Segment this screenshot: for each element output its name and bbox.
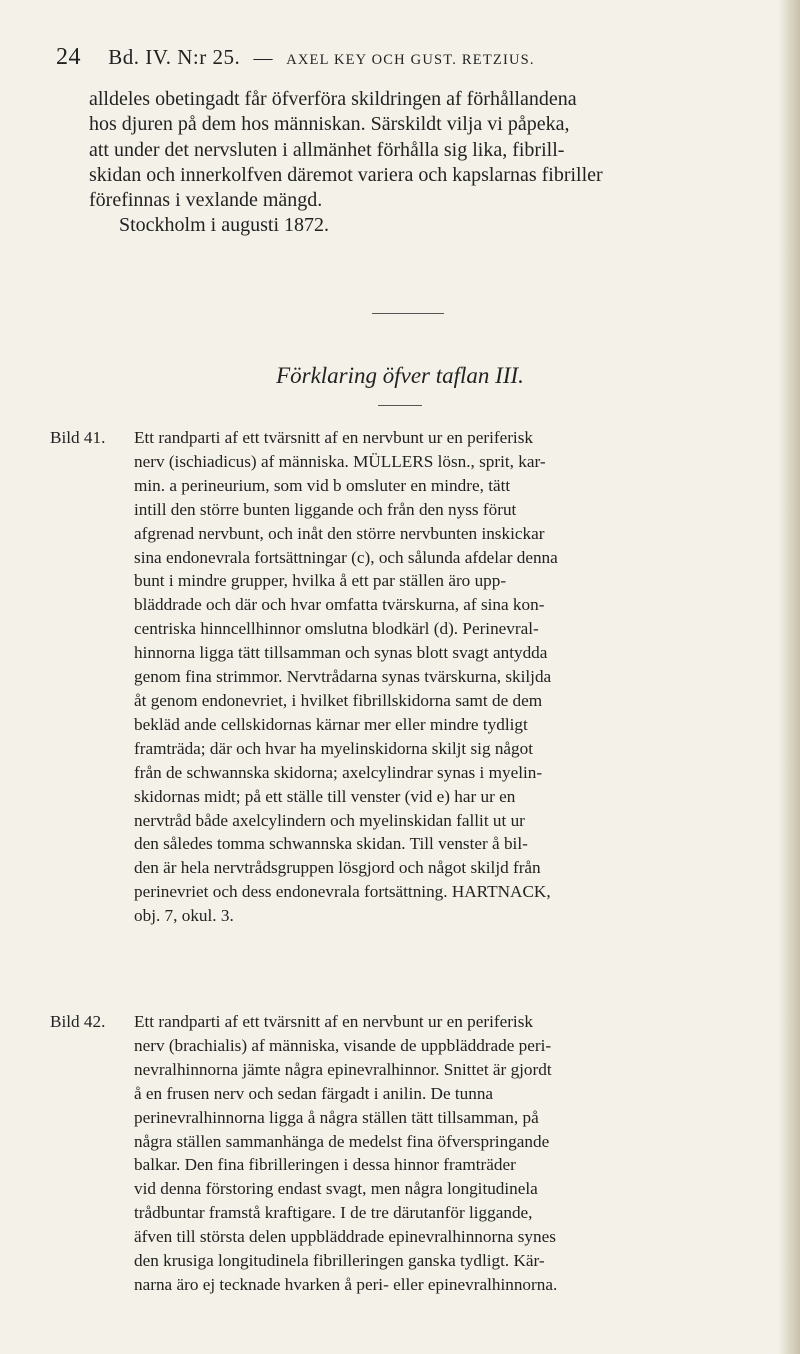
text-line: balkar. Den fina fibrilleringen i dessa hinnor framträder (134, 1155, 516, 1175)
text-line: bekläd ande cellskidornas kärnar mer eller mindre tydligt (134, 714, 528, 734)
figure-label: Bild 41. (50, 428, 106, 447)
text-line: åt genom endonevriet, i hvilket fibrillskidorna samt de dem (134, 690, 543, 710)
text-line: afgrenad nervbunt, och inåt den större nervbunten inskickar (134, 523, 545, 543)
text-line: nervtråd både axelcylindern och myelinskidan fallit ut ur (134, 810, 525, 830)
text-line: nerv (ischiadicus) af människa. MÜLLERS lösn., sprit, kar- (134, 451, 546, 471)
text-line: å en frusen nerv och sedan färgadt i anilin. De tunna (134, 1083, 494, 1103)
figure-description (134, 1010, 774, 1297)
text-line: obj. 7, okul. 3. (134, 906, 234, 926)
heading-underline (378, 405, 422, 406)
page-edge-shadow (778, 0, 800, 1354)
intro-paragraph (89, 87, 761, 239)
page-number: 24 (56, 44, 81, 70)
text-line: intill den större bunten liggande och från den nyss förut (134, 499, 517, 519)
text-line: äfven till största delen uppbläddrade epinevralhinnorna synes (134, 1227, 556, 1247)
plate-heading: Förklaring öfver taflan III. (276, 363, 524, 388)
header-authors: AXEL KEY OCH GUST. RETZIUS. (286, 52, 535, 68)
text-line: alldeles obetingadt får öfverföra skildringen af förhållandena (89, 88, 577, 110)
text-line: vid denna förstoring endast svagt, men några longitudinela (134, 1179, 538, 1199)
text-line: framträda; där och hvar ha myelinskidorna skiljt sig något (134, 738, 534, 758)
header-dash: — (253, 48, 273, 69)
running-header (56, 44, 676, 71)
text-line: bunt i mindre grupper, hvilka å ett par ställen äro upp- (134, 571, 507, 591)
text-line: några ställen sammanhänga de medelst fina öfverspringande (134, 1131, 550, 1151)
text-line: den är hela nervtrådsgruppen lösgjord och något skiljd från (134, 858, 541, 878)
text-line: narna äro ej tecknade hvarken å peri- eller epinevralhinnorna. (134, 1274, 558, 1294)
text-line: bläddrade och där och hvar omfatta tvärskurna, af sina kon- (134, 595, 545, 615)
text-line: centriska hinncellhinnor omslutna blodkärl (d). Perinevral- (134, 619, 539, 639)
text-line: nevralhinnorna jämte några epinevralhinnor. Snittet är gjordt (134, 1059, 552, 1079)
text-line: skidornas midt; på ett ställe till venster (vid e) har ur en (134, 786, 516, 806)
text-line: från de schwannska skidorna; axelcylindrar synas i myelin- (134, 762, 543, 782)
dateline: Stockholm i augusti 1872. (119, 214, 329, 237)
text-line: förefinnas i vexlande mängd. (89, 189, 323, 212)
text-line: Ett randparti af ett tvärsnitt af en nervbunt ur en periferisk (134, 428, 533, 447)
text-line: hinnorna ligga tätt tillsamman och synas blott svagt antydda (134, 643, 548, 663)
text-line: genom fina strimmor. Nervtrådarna synas tvärskurna, skiljda (134, 667, 552, 687)
text-line: hos djuren på dem hos människan. Särskildt vilja vi påpeka, (89, 113, 570, 136)
text-line: sina endonevrala fortsättningar (c), och sålunda afdelar denna (134, 547, 558, 567)
text-line: min. a perineurium, som vid b omsluter en mindre, tätt (134, 475, 511, 495)
text-line: perinevriet och dess endonevrala fortsättning. HARTNACK, (134, 882, 551, 902)
text-line: perinevralhinnorna ligga å några ställen tätt tillsamman, på (134, 1107, 539, 1127)
figure-label: Bild 42. (50, 1012, 106, 1031)
volume-reference: Bd. IV. N:r 25. (108, 45, 241, 69)
text-line: trådbuntar framstå kraftigare. I de tre därutanför liggande, (134, 1203, 533, 1223)
text-line: Ett randparti af ett tvärsnitt af en nervbunt ur en periferisk (134, 1012, 533, 1031)
section-divider (372, 313, 444, 314)
text-line: nerv (brachialis) af människa, visande de uppbläddrade peri- (134, 1035, 552, 1055)
text-line: att under det nervsluten i allmänhet förhålla sig lika, fibrill- (89, 138, 565, 161)
figure-description (134, 426, 774, 928)
text-line: den således tomma schwannska skidan. Till venster å bil- (134, 834, 528, 854)
text-line: den krusiga longitudinela fibrilleringen ganska tydligt. Kär- (134, 1251, 545, 1271)
text-line: skidan och innerkolfven däremot variera och kapslarnas fibriller (89, 163, 603, 186)
